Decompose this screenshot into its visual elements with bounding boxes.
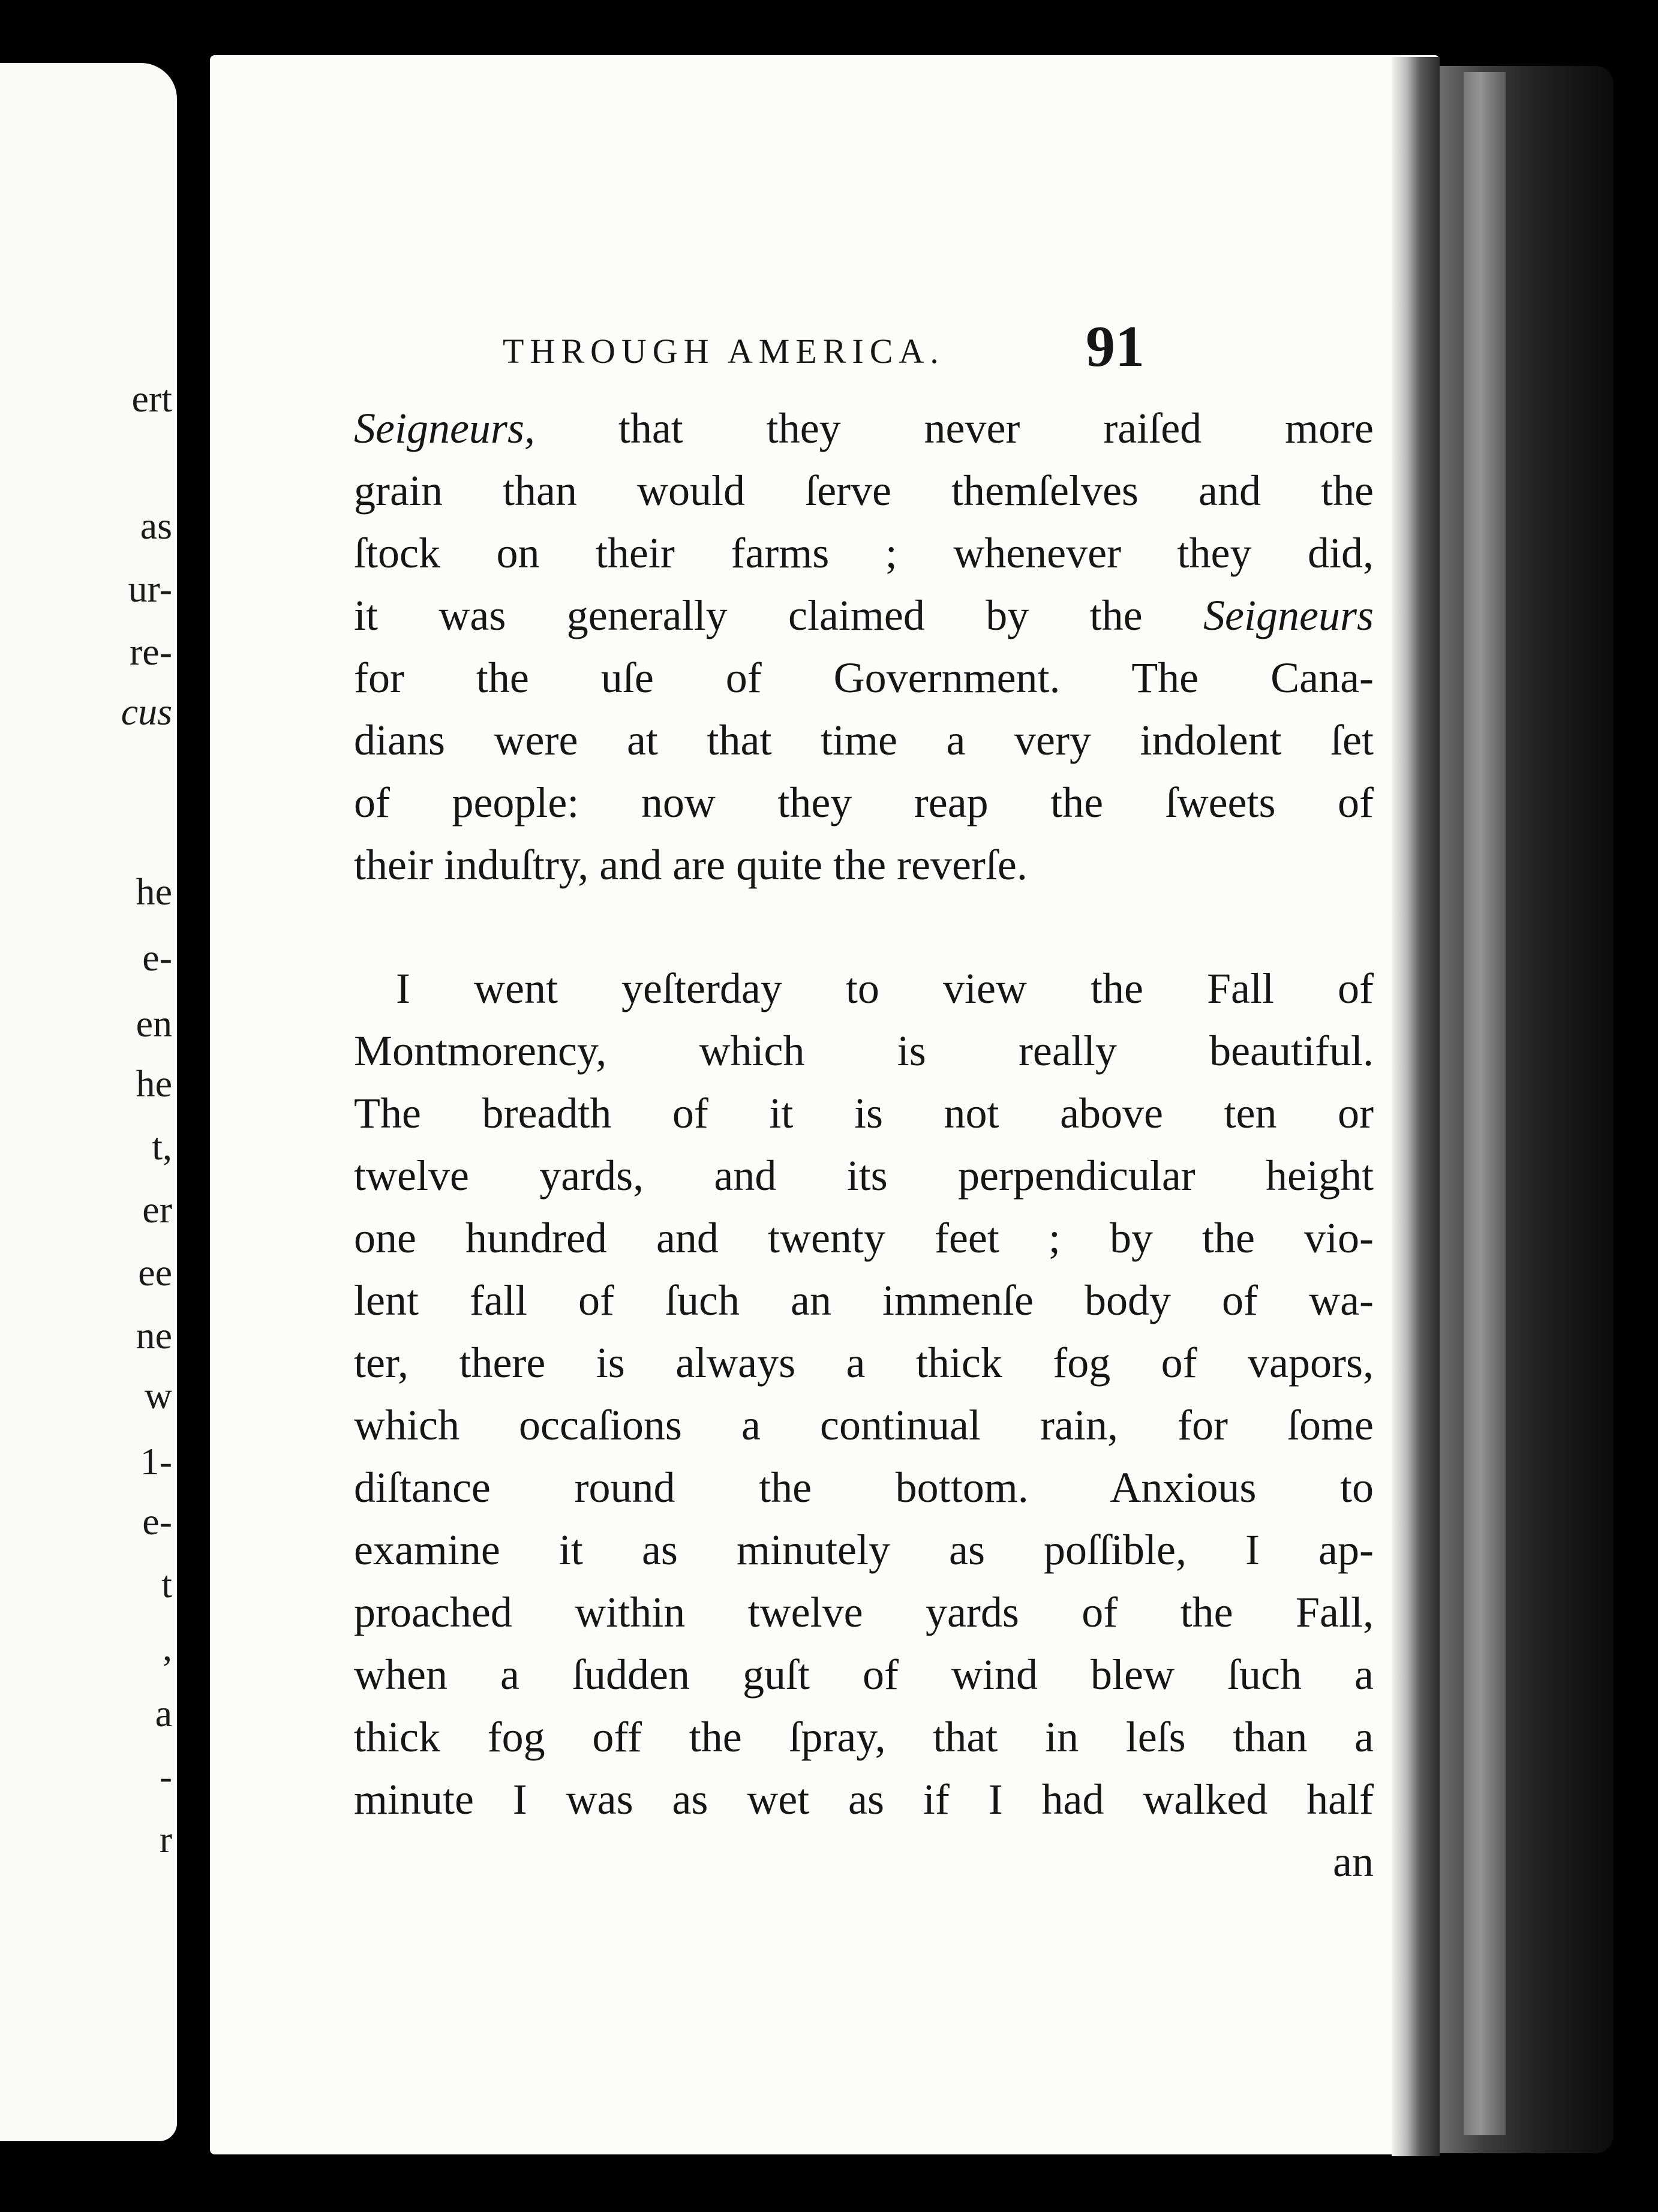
left-page-fragment: as <box>140 504 172 547</box>
text-line: examine it as minutely as poſſible, I ap- <box>354 1526 1374 1574</box>
text-line <box>354 397 1374 459</box>
text-line: for the uſe of Government. The Cana- <box>354 654 1374 702</box>
text-line: their induſtry, and are quite the reverſe. <box>354 841 1028 889</box>
text-line: dians were at that time a very indolent ſet <box>354 716 1374 764</box>
book-page <box>210 55 1440 2154</box>
text-line <box>354 584 1374 647</box>
running-head: THROUGH AMERICA. <box>503 332 945 371</box>
left-page-fragment: en <box>136 1002 172 1045</box>
left-page-fragment: ert <box>131 377 172 420</box>
left-page-fragment: er <box>142 1188 172 1231</box>
left-page-fragment: , <box>163 1626 172 1669</box>
text-line: lent fall of ſuch an immenſe body of wa- <box>354 1276 1374 1324</box>
left-page-fragment: re- <box>129 630 172 673</box>
left-page-fragment: ne <box>136 1314 172 1357</box>
text-line: grain than would ſerve themſelves and the <box>354 467 1374 515</box>
left-page-fragment: a <box>155 1692 172 1735</box>
text-line: minute I was as wet as if I had walked half <box>354 1775 1374 1823</box>
text-span: that they never raiſed more <box>534 404 1374 452</box>
left-page-fragment: t, <box>152 1125 172 1168</box>
catchword: an <box>1333 1838 1374 1886</box>
text-line: one hundred and twenty feet ; by the vio- <box>354 1214 1374 1262</box>
text-span: it was generally claimed by the <box>354 591 1204 639</box>
left-page-fragment: ur- <box>128 567 172 610</box>
left-page-fragment: r <box>159 1818 172 1861</box>
page-header <box>210 313 1398 379</box>
left-page-fragment: - <box>159 1755 172 1798</box>
body-text <box>354 397 1374 1893</box>
left-page-fragment: cus <box>121 690 172 733</box>
text-line: ſtock on their farms ; whenever they did, <box>354 529 1374 577</box>
text-line: of people: now they reap the ſweets of <box>354 779 1374 827</box>
text-line: I went yeſterday to view the Fall of <box>396 964 1374 1012</box>
page-fore-edge <box>1392 57 1440 2156</box>
text-line: The breadth of it is not above ten or <box>354 1089 1374 1137</box>
text-line: proached within twelve yards of the Fall, <box>354 1588 1374 1636</box>
left-page-fragment: he <box>136 1062 172 1105</box>
text-line: Montmorency, which is really beautiful. <box>354 1027 1374 1075</box>
text-line: thick fog off the ſpray, that in leſs than a <box>354 1713 1374 1761</box>
text-line: which occaſions a continual rain, for ſome <box>354 1401 1374 1449</box>
left-page-fragment: he <box>136 870 172 913</box>
left-page-fragment: e- <box>142 1500 172 1543</box>
left-page-fragment: w <box>144 1374 172 1417</box>
left-page-fragment: e- <box>142 936 172 979</box>
italic-word: Seigneurs, <box>354 404 535 452</box>
text-line: twelve yards, and its perpendicular height <box>354 1152 1374 1200</box>
left-page-fragment: ee <box>138 1251 172 1294</box>
text-line: diſtance round the bottom. Anxious to <box>354 1463 1374 1511</box>
text-line: when a ſudden guſt of wind blew ſuch a <box>354 1651 1374 1699</box>
page-number: 91 <box>1086 314 1145 379</box>
left-page-fragment: 1- <box>140 1440 172 1483</box>
text-line: ter, there is always a thick fog of vapors, <box>354 1339 1374 1387</box>
left-facing-page <box>0 63 177 2141</box>
left-page-fragment: t <box>161 1563 172 1606</box>
italic-word: Seigneurs <box>1203 591 1374 639</box>
cover-highlight <box>1464 72 1506 2135</box>
paragraph-gap <box>354 896 1374 957</box>
